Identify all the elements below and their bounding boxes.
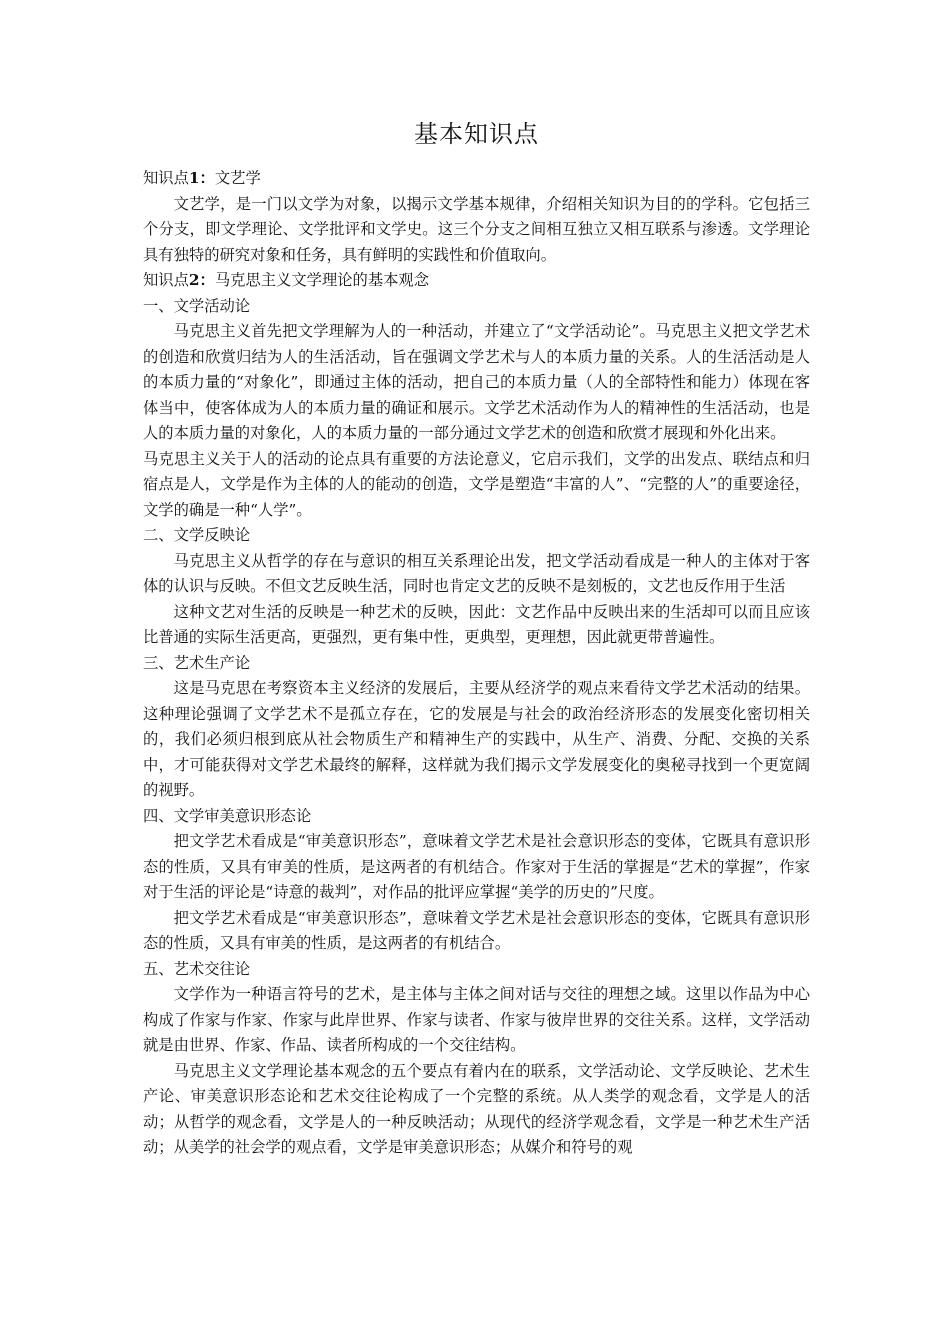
paragraph: 马克思主义从哲学的存在与意识的相互关系理论出发，把文学活动看成是一种人的主体对于客体的认识与反映。不但文艺反映生活，同时也肯定文艺的反映不是刻板的，文艺也反作用于生活 [143,551,810,595]
paragraph: 这是马克思在考察资本主义经济的发展后，主要从经济学的观点来看待文学艺术活动的结果。这种理论强调了文学艺术不是孤立存在，它的发展是与社会的政治经济形态的发展变化密切相关的，我们必须归根到底从社会物质生产和精神生产的实践中，从生产、消费、分配、交换的关系中，才可能获得对文学艺术最终的解释，这样就为我们揭示文学发展变化的奥秘寻找到一个更宽阔的视野。 [143,679,810,799]
paragraph: 文艺学，是一门以文学为对象，以揭示文学基本规律，介绍相关知识为目的的学科。它包括三个分支，即文学理论、文学批评和文学史。这三个分支之间相互独立又相互联系与渗透。文学理论具有独特的研究对象和任务，具有鲜明的实践性和价值取向。 [143,194,810,264]
knowledge-point-label: 知识点 [143,271,189,289]
knowledge-point-number: 2： [188,271,215,289]
paragraph: 马克思主义首先把文学理解为人的一种活动，并建立了“文学活动论”。马克思主义把文学艺术的创造和欣赏归结为人的生活活动，旨在强调文学艺术与人的本质力量的关系。人的生活活动是人的本质力量的“对象化”，即通过主体的活动，把自己的本质力量（人的全部特性和能力）体现在客体当中，使客体成为人的本质力量的确证和展示。文学艺术活动作为人的精神性的生活活动，也是人的本质力量的对象化，人的本质力量的一部分通过文学艺术的创造和欣赏才展现和外化出来。 [143,322,810,442]
page-title: 基本知识点 [414,120,539,148]
section-heading: 三、艺术生产论 [143,653,251,672]
section-heading: 二、文学反映论 [143,526,251,544]
paragraph: 马克思主义文学理论基本观念的五个要点有着内在的联系，文学活动论、文学反映论、艺术生产论、审美意识形态论和艺术交往论构成了一个完整的系统。从人类学的观念看，文学是人的活动；从哲学的观念看，文学是人的一种反映活动；从现代的经济学观念看，文学是一种艺术生产活动；从美学的社会学的观点看，文学是审美意识形态；从媒介和符号的观 [143,1061,810,1156]
paragraph: 把文学艺术看成是“审美意识形态”，意味着文学艺术是社会意识形态的变体，它既具有意识形态的性质，又具有审美的性质，是这两者的有机结合。 [143,908,810,952]
document-body [143,166,810,1161]
section-heading: 四、文学审美意识形态论 [143,806,312,825]
knowledge-point-2-heading [143,268,810,294]
section-heading: 一、文学活动论 [143,296,251,315]
knowledge-point-label: 知识点 [143,169,189,187]
knowledge-point-number: 1： [188,169,215,187]
paragraph: 这种文艺对生活的反映是一种艺术的反映，因此：文艺作品中反映出来的生活却可以而且应该比普通的实际生活更高，更强烈，更有集中性，更典型，更理想，因此就更带普遍性。 [143,602,810,646]
document-page [143,0,810,1344]
knowledge-point-name: 马克思主义文学理论的基本观念 [214,271,430,289]
knowledge-point-1-heading [143,166,810,192]
paragraph: 马克思主义关于人的活动的论点具有重要的方法论意义，它启示我们，文学的出发点、联结点和归宿点是人，文学是作为主体的人的能动的创造，文学是塑造“丰富的人”、“完整的人”的重要途径，文学的确是一种“人学”。 [143,449,810,519]
paragraph: 把文学艺术看成是“审美意识形态”，意味着文学艺术是社会意识形态的变体，它既具有意识形态的性质，又具有审美的性质，是这两者的有机结合。作家对于生活的掌握是“艺术的掌握”，作家对于生活的评论是“诗意的裁判”，对作品的批评应掌握“美学的历史的”尺度。 [143,832,810,901]
section-heading: 五、艺术交往论 [143,959,251,978]
paragraph: 文学作为一种语言符号的艺术，是主体与主体之间对话与交往的理想之域。这里以作品为中心构成了作家与作家、作家与此岸世界、作家与读者、作家与彼岸世界的交往关系。这样，文学活动就是由世界、作家、作品、读者所构成的一个交往结构。 [143,985,810,1054]
knowledge-point-name: 文艺学 [214,169,261,187]
